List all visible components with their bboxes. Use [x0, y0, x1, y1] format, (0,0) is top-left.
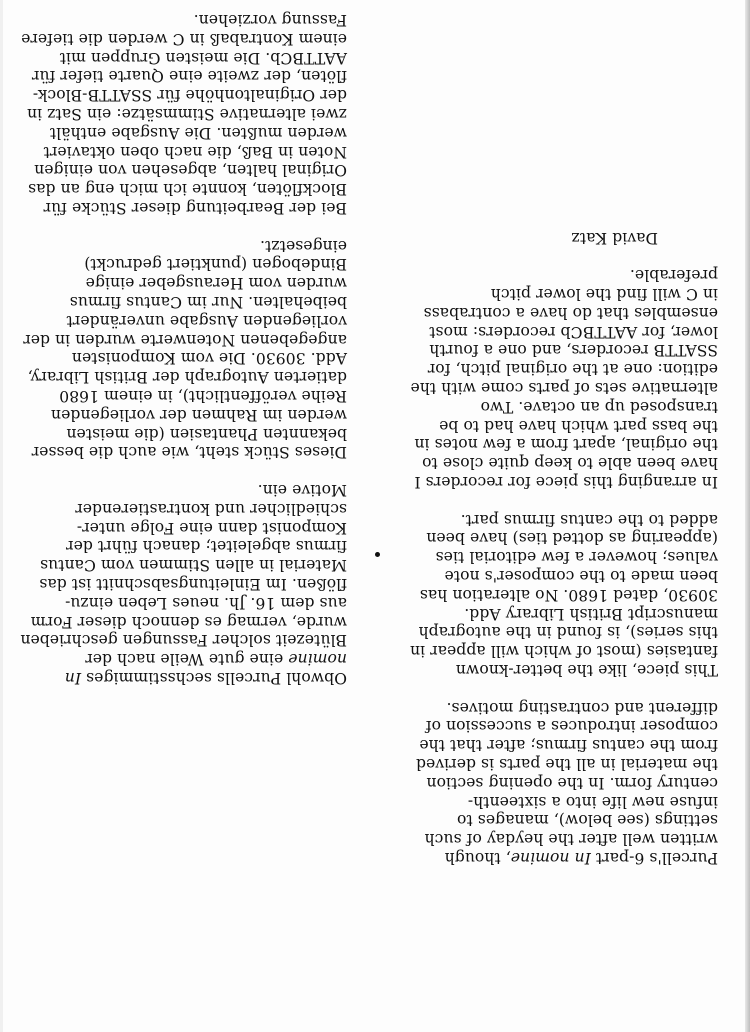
author-name: David Katz — [571, 228, 658, 247]
text-line: SSATTB recorders, and one a fourth — [429, 341, 718, 360]
text-line: wurde, vermag es dennoch dieser Form — [30, 612, 347, 631]
english-column — [378, 228, 718, 867]
german-paragraph-1 — [17, 480, 347, 687]
text-line: Reihe veröffentlicht), in einem 1680 — [59, 387, 347, 406]
text-line: ensembles that do have a contrabass — [423, 303, 718, 322]
english-paragraph-1 — [378, 698, 718, 867]
text-line: different and contrasting motives. — [446, 698, 718, 717]
text-line: written well after the heyday of such — [424, 830, 718, 849]
text-line: Blockflöten, konnte ich mich eng an das — [28, 180, 347, 199]
text-line: This piece, like the better-known — [455, 661, 718, 680]
text-line: nomine eine gute Weile nach der — [85, 650, 347, 669]
text-line: Original halten, abgesehen von einigen — [34, 161, 347, 180]
text-line: zwei alternative Stimmsätze: ein Satz in — [27, 105, 347, 124]
text-line: fantasies (most of which will appear in — [409, 642, 718, 661]
text-line: the original, apart from a few notes in — [414, 435, 718, 454]
text-line: Purcell's 6-part In nomine, though — [444, 849, 718, 867]
text-line: preferable. — [629, 266, 718, 285]
text-line: the bass part which have had to be — [439, 416, 718, 435]
text-line: have been able to keep quite close to — [422, 454, 718, 473]
text-line: this series), is found in the autograph — [418, 623, 718, 642]
german-paragraph-2 — [17, 236, 347, 462]
text-line: been made to the composer's note — [444, 567, 718, 586]
text-line: Komponist dann eine Folge unter- — [76, 518, 347, 537]
text-line: transposed up an octave. Two — [480, 397, 718, 416]
text-line: schiedlicher und kontrastierender — [75, 499, 347, 518]
text-line: aus dem 16. Jh. neues Leben einzu- — [65, 593, 347, 612]
text-line: the material in all the parts is derived — [415, 755, 718, 774]
text-line: in C will find the lower pitch — [490, 285, 718, 304]
text-line: der Originaltonhöhe für SSATTB-Block- — [32, 86, 347, 105]
german-paragraph-3 — [17, 10, 347, 217]
text-line: century form. In the opening section — [426, 773, 718, 792]
text-line: firmus abgeleitet; danach führt der — [66, 537, 347, 556]
text-line: In arranging this piece for recorders I — [414, 473, 718, 492]
text-line: infuse new life into a sixteenth- — [467, 792, 718, 811]
text-line: values; however a few editorial ties — [435, 548, 718, 567]
text-line: Bindebogen (punktiert gedruckt) — [84, 255, 347, 274]
text-line: Add. 30930. Die vom Komponisten — [71, 349, 347, 368]
text-line: eingesetzt. — [260, 236, 347, 255]
english-signature — [378, 228, 718, 247]
text-line: Fassung vorziehen. — [193, 11, 347, 30]
text-line: edition: one at the original pitch, for — [427, 360, 718, 379]
text-line: manuscript British Library Add. — [464, 604, 718, 623]
text-line: settings (see below), manages to — [456, 811, 718, 830]
text-line: lower, for AATTBCb recorders: most — [429, 322, 718, 341]
text-line: Bei der Bearbeitung dieser Stücke für — [43, 199, 347, 218]
text-line: Motive ein. — [257, 481, 347, 500]
text-line: Obwohl Purcells sechsstimmiges In — [64, 669, 347, 687]
english-paragraph-3 — [378, 266, 718, 492]
text-line: (appearing as dotted ties) have been — [426, 529, 718, 548]
german-column — [17, 0, 347, 687]
text-line: AATTBCb. Die meisten Gruppen mit — [59, 48, 347, 67]
text-line: vorliegenden Ausgabe unverändert — [66, 311, 347, 330]
text-line: werden mußten. Die Ausgabe enthält — [49, 123, 347, 142]
text-line: added to the cantus firmus part. — [460, 510, 718, 529]
english-paragraph-2 — [378, 510, 718, 679]
text-line: Dieses Stück steht, wie auch die besser — [31, 443, 347, 462]
text-line: angegebenen Notenwerte wurden in der — [23, 330, 347, 349]
text-line: wurden vom Herausgeber einige — [85, 274, 347, 293]
text-line: alternative sets of parts come with the — [410, 379, 718, 398]
text-line: from the cantus firmus; after that the — [419, 736, 718, 755]
text-line: 30930, dated 1680. No alteration has — [419, 585, 718, 604]
text-line: einem Kontrabaß in C werden die tiefere — [21, 29, 347, 48]
text-line: composer introduces a succession of — [425, 717, 718, 736]
text-line: Noten in Baß, die nach oben oktaviert — [43, 142, 347, 161]
text-line: Blütezeit solcher Fassungen geschrieben — [20, 631, 347, 650]
text-line: bekannten Phantasien (die meisten — [66, 424, 347, 443]
text-line: Material in allen Stimmen vom Cantus — [40, 556, 347, 575]
text-line: werden im Rahmen der vorliegenden — [50, 405, 347, 424]
text-line: datierten Autograph der British Library, — [27, 368, 347, 387]
text-line: flöten, der zweite eine Quarte tiefer für — [31, 67, 347, 86]
text-line: flößen. Im Einleitungsabschnitt ist das — [39, 575, 347, 594]
text-line: beibehalten. Nur im Cantus firmus — [69, 293, 347, 312]
